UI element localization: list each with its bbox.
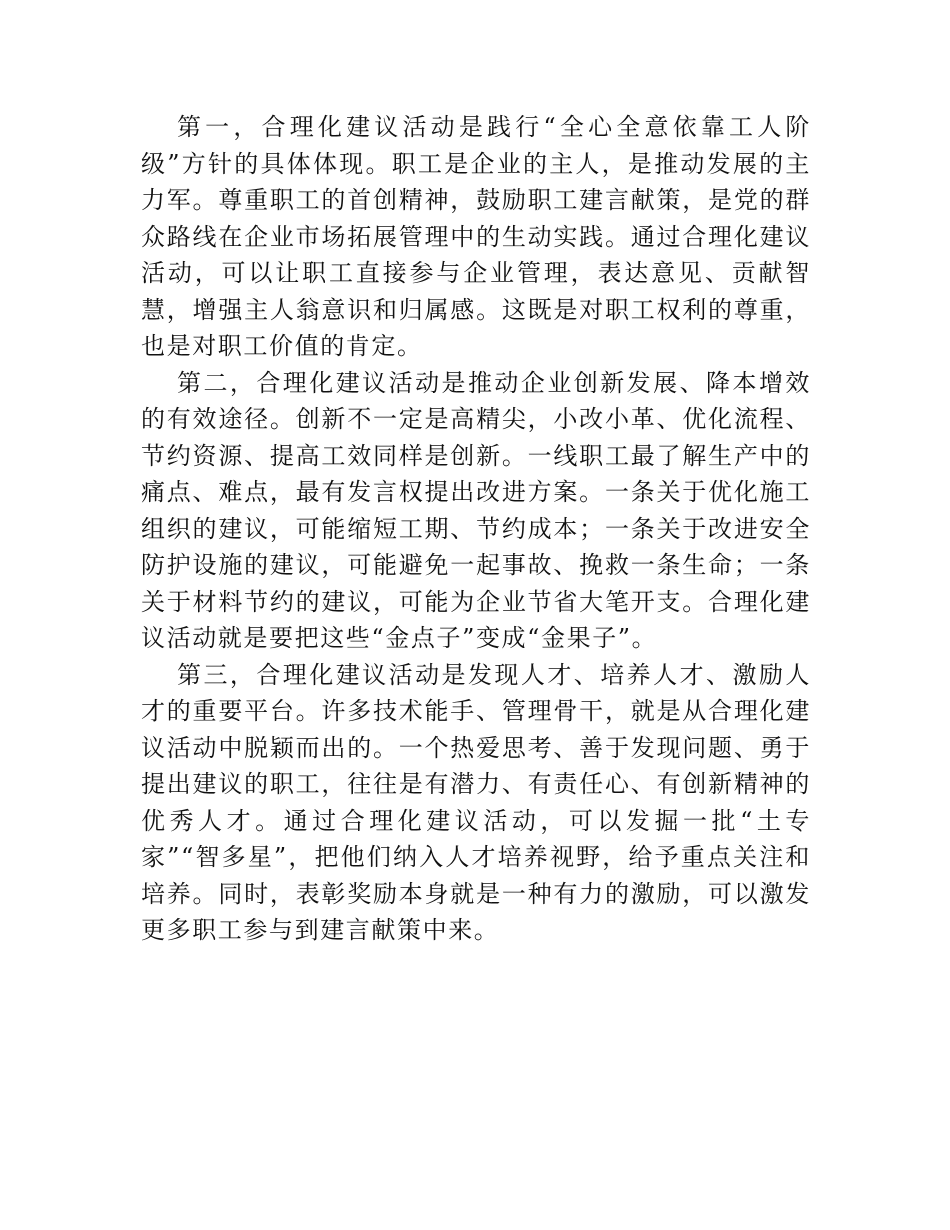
document-body: [141, 109, 811, 949]
paragraph-second: 第二，合理化建议活动是推动企业创新发展、降本增效的有效途径。创新不一定是高精尖，小改小革、优化流程、节约资源、提高工效同样是创新。一线职工最了解生产中的痛点、难点，最有发言权提出改进方案。一条关于优化施工组织的建议，可能缩短工期、节约成本；一条关于改进安全防护设施的建议，可能避免一起事故、挽救一条生命；一条关于材料节约的建议，可能为企业节省大笔开支。合理化建议活动就是要把这些“金点子”变成“金果子”。: [141, 368, 811, 652]
paragraph-third: 第三，合理化建议活动是发现人才、培养人才、激励人才的重要平台。许多技术能手、管理骨干，就是从合理化建议活动中脱颖而出的。一个热爱思考、善于发现问题、勇于提出建议的职工，往往是有潜力、有责任心、有创新精神的优秀人才。通过合理化建议活动，可以发掘一批“土专家”“智多星”，把他们纳入人才培养视野，给予重点关注和培养。同时，表彰奖励本身就是一种有力的激励，可以激发更多职工参与到建言献策中来。: [141, 660, 811, 944]
paragraph-first: 第一，合理化建议活动是践行“全心全意依靠工人阶级”方针的具体体现。职工是企业的主人，是推动发展的主力军。尊重职工的首创精神，鼓励职工建言献策，是党的群众路线在企业市场拓展管理中的生动实践。通过合理化建议活动，可以让职工直接参与企业管理，表达意见、贡献智慧，增强主人翁意识和归属感。这既是对职工权利的尊重，也是对职工价值的肯定。: [141, 113, 811, 360]
